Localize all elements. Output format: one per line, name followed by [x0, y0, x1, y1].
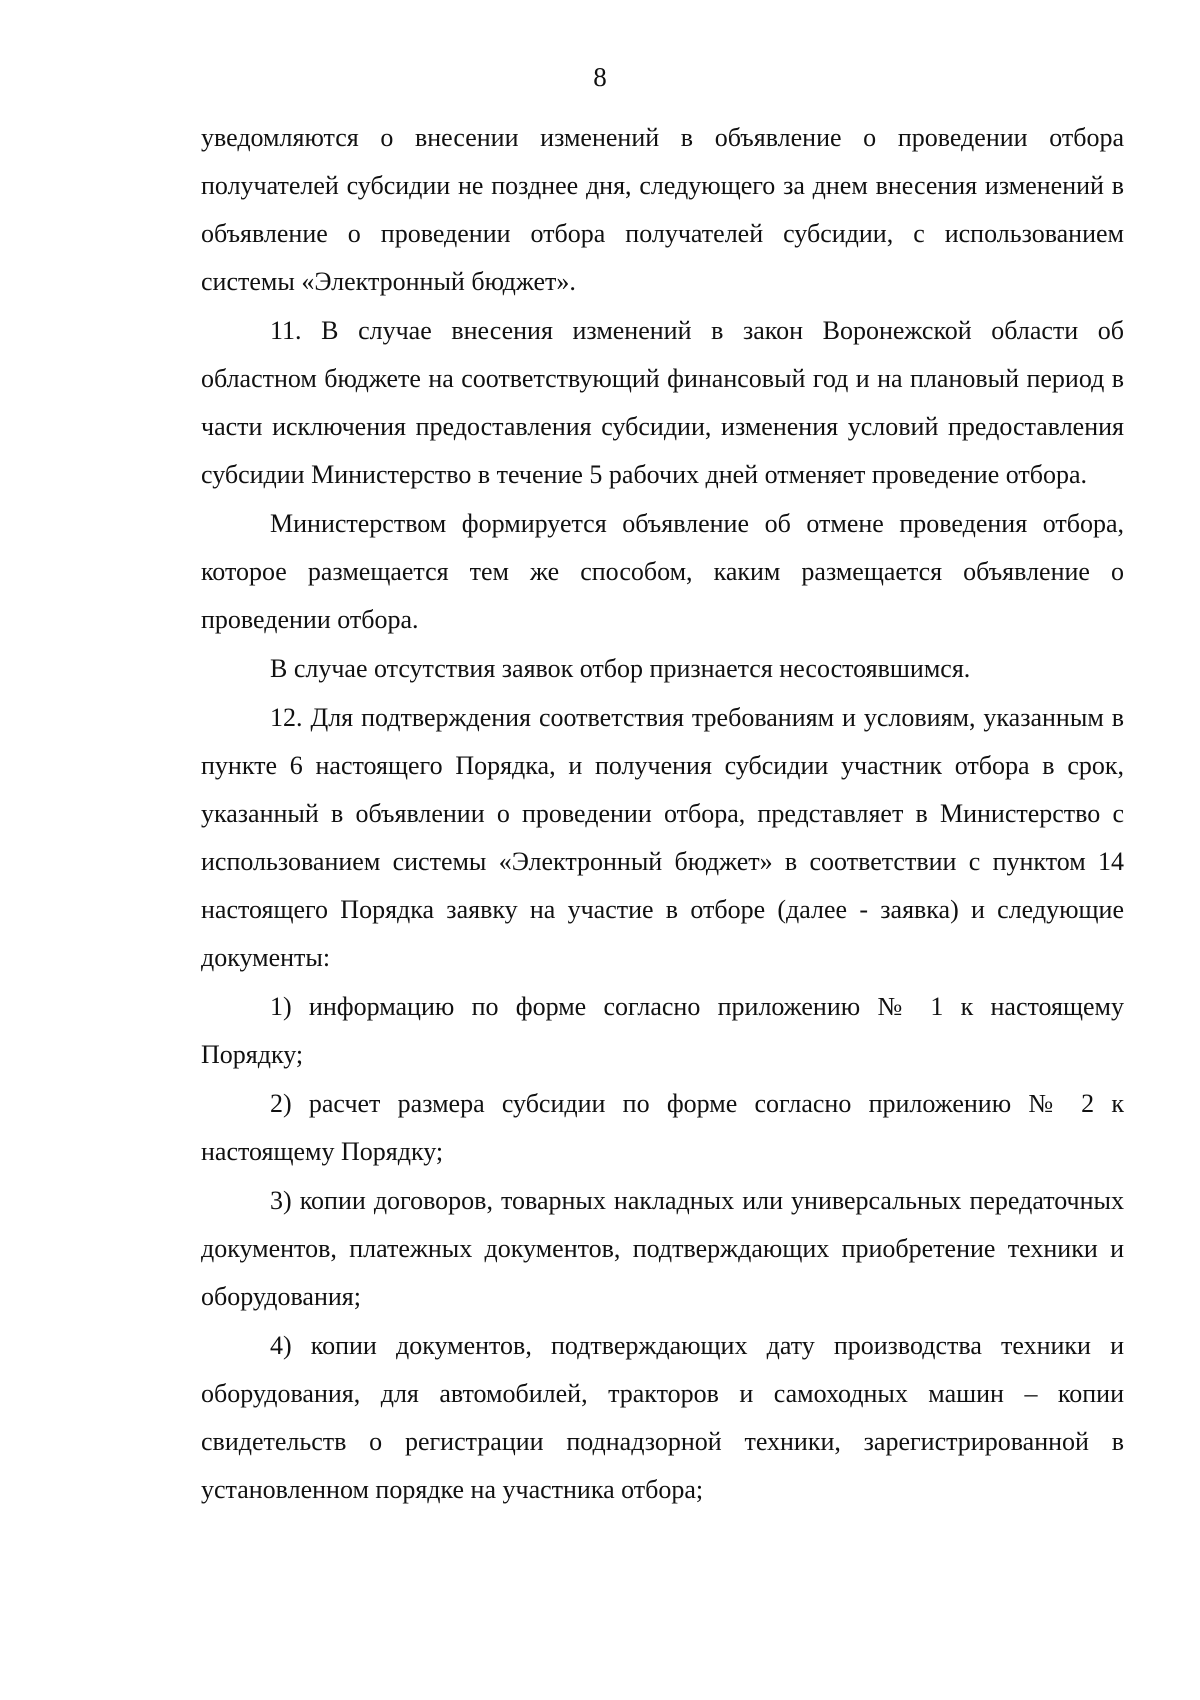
- paragraph-item-11: 11. В случае внесения изменений в закон Воронежской области об областном бюджете на соответствующий финансовый год и на плановый период в части исключения предоставления субсидии, изменения условий предоставления субсидии Министерство в течение 5 рабочих дней отменяет проведение отбора.: [201, 316, 1124, 489]
- paragraph-cancellation-notice: Министерством формируется объявление об отмене проведения отбора, которое размещается тем же способом, каким размещается объявление о проведении отбора.: [201, 509, 1124, 634]
- list-item-1: 1) информацию по форме согласно приложению № 1 к настоящему Порядку;: [201, 992, 1124, 1069]
- paragraph-item-12: 12. Для подтверждения соответствия требованиям и условиям, указанным в пункте 6 настоящего Порядка, и получения субсидии участник отбора в срок, указанный в объявлении о проведении отбора, представляет в Министерство с использованием системы «Электронный бюджет» в соответствии с пунктом 14 настоящего Порядка заявку на участие в отборе (далее - заявка) и следующие документы:: [201, 703, 1124, 972]
- paragraph-no-applications: В случае отсутствия заявок отбор признается несостоявшимся.: [270, 654, 971, 683]
- list-item-4: 4) копии документов, подтверждающих дату производства техники и оборудования, для автомобилей, тракторов и самоходных машин – копии свидетельств о регистрации поднадзорной техники, зарегистрированной в установленном порядке на участника отбора;: [201, 1331, 1124, 1504]
- list-item-3: 3) копии договоров, товарных накладных или универсальных передаточных документов, платежных документов, подтверждающих приобретение техники и оборудования;: [201, 1186, 1124, 1311]
- paragraph-continuation: уведомляются о внесении изменений в объявление о проведении отбора получателей субсидии не позднее дня, следующего за днем внесения изменений в объявление о проведении отбора получателей субсидии, с использованием системы «Электронный бюджет».: [201, 123, 1124, 296]
- list-item-2: 2) расчет размера субсидии по форме согласно приложению № 2 к настоящему Порядку;: [201, 1089, 1124, 1166]
- page-number: 8: [593, 62, 607, 92]
- document-body: [201, 114, 1124, 1515]
